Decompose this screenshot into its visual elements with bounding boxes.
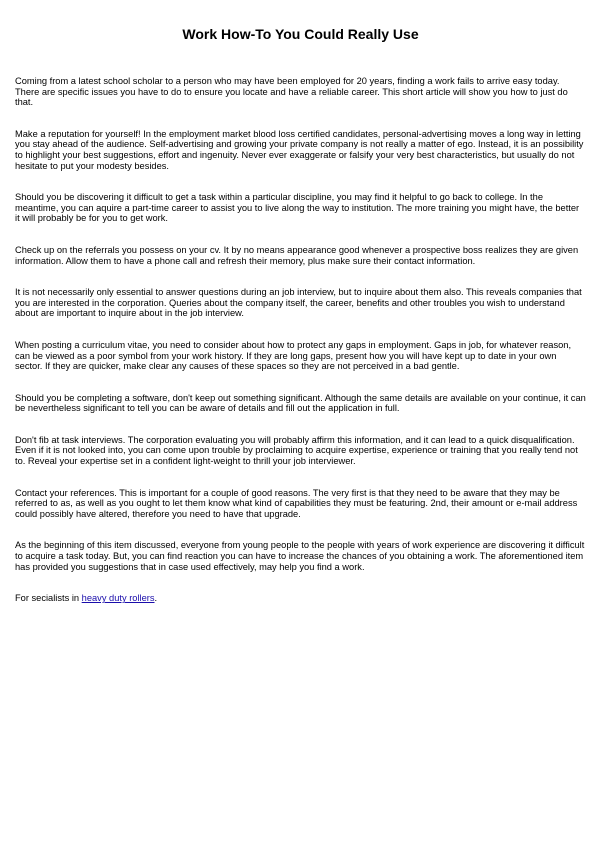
- paragraph-references: Contact your references. This is important for a couple of good reasons. The very first is that they need to be aware that they may be referred to as, as well as you ought to let them know what kind of capabilities they must be featuring. 2nd, their amount or e-mail address could possibly have altered, therefore you need to have that upgrade.: [15, 487, 578, 519]
- document-title: Work How-To You Could Really Use: [182, 26, 419, 42]
- paragraph-interview-questions: It is not necessarily only essential to answer questions during an job interview, but to inquire about them also. This reveals companies that you are interested in the corporation. Queries about the company itself, the career, benefits and other troubles you wish to understand about are important to inquire about in the job interview.: [15, 287, 582, 319]
- paragraph-conclusion: As the beginning of this item discussed, everyone from young people to the people with years of work experience are discovering it difficult to acquire a task today. But, you can find reaction you can have to increase the chances of you obtaining a work. The aforementioned item has provided you suggestions that in case used effectively, may help you find a work.: [15, 540, 585, 572]
- paragraph-college: Should you be discovering it difficult to get a task within a particular discipline, you may find it helpful to go back to college. In the meantime, you can aquire a part-time career to assist you to live along the way to institution. The more training you might have, the better it will probably be for you to get work.: [15, 192, 580, 224]
- paragraph-reputation: Make a reputation for yourself! In the employment market blood loss certified candidates, personal-advertising moves a long way in letting you stay ahead of the audience. Self-advertising and growing your private company is not really a matter of ego. Instead, it is an possibility to highlight your best suggestions, effort and ingenuity. Never ever exaggerate or falsify your very best characteristics, but usually do not hesitate to put your modesty besides.: [15, 128, 584, 171]
- document-page: [15, 0, 586, 604]
- paragraph-intro: Coming from a latest school scholar to a person who may have been employed for 20 years, finding a work fails to arrive easy today. There are specific issues you have to do to ensure you locate and have a reliable career. This short article will show you how to just do that.: [15, 76, 568, 108]
- paragraph-honesty: Don't fib at task interviews. The corporation evaluating you will probably affirm this information, and it can lead to a quick disqualification. Even if it is not looked into, you can come upon trouble by proclaiming to acquire expertise, experience or training that you really tend not to. Reveal your expertise set in a confident light-weight to thrill your job interviewer.: [15, 434, 578, 467]
- footer-line: [15, 593, 586, 604]
- paragraph-referrals: Check up on the referrals you possess on your cv. It by no means appearance good whenever a prospective boss realizes they are given information. Allow them to have a phone call and refresh their memory, plus make sure their contact information.: [15, 244, 579, 266]
- heavy-duty-rollers-link[interactable]: heavy duty rollers: [81, 593, 155, 604]
- paragraph-employment-gaps: When posting a curriculum vitae, you need to consider about how to protect any gaps in employment. Gaps in job, for whatever reason, can be viewed as a poor symbol from your work history. If they are long gaps, present how you will have kept up to date in your own sector. If they are quicker, make clear any causes of these spaces so they are not perceived in a bad gentle.: [15, 339, 572, 372]
- paragraph-application: Should you be completing a software, don't keep out something significant. Although the same details are available on your continue, it can be nevertheless significant to tell you can be aware of details and fill out the application in full.: [15, 392, 586, 414]
- footer-suffix: .: [154, 593, 158, 604]
- footer-prefix: For secialists in: [15, 593, 82, 604]
